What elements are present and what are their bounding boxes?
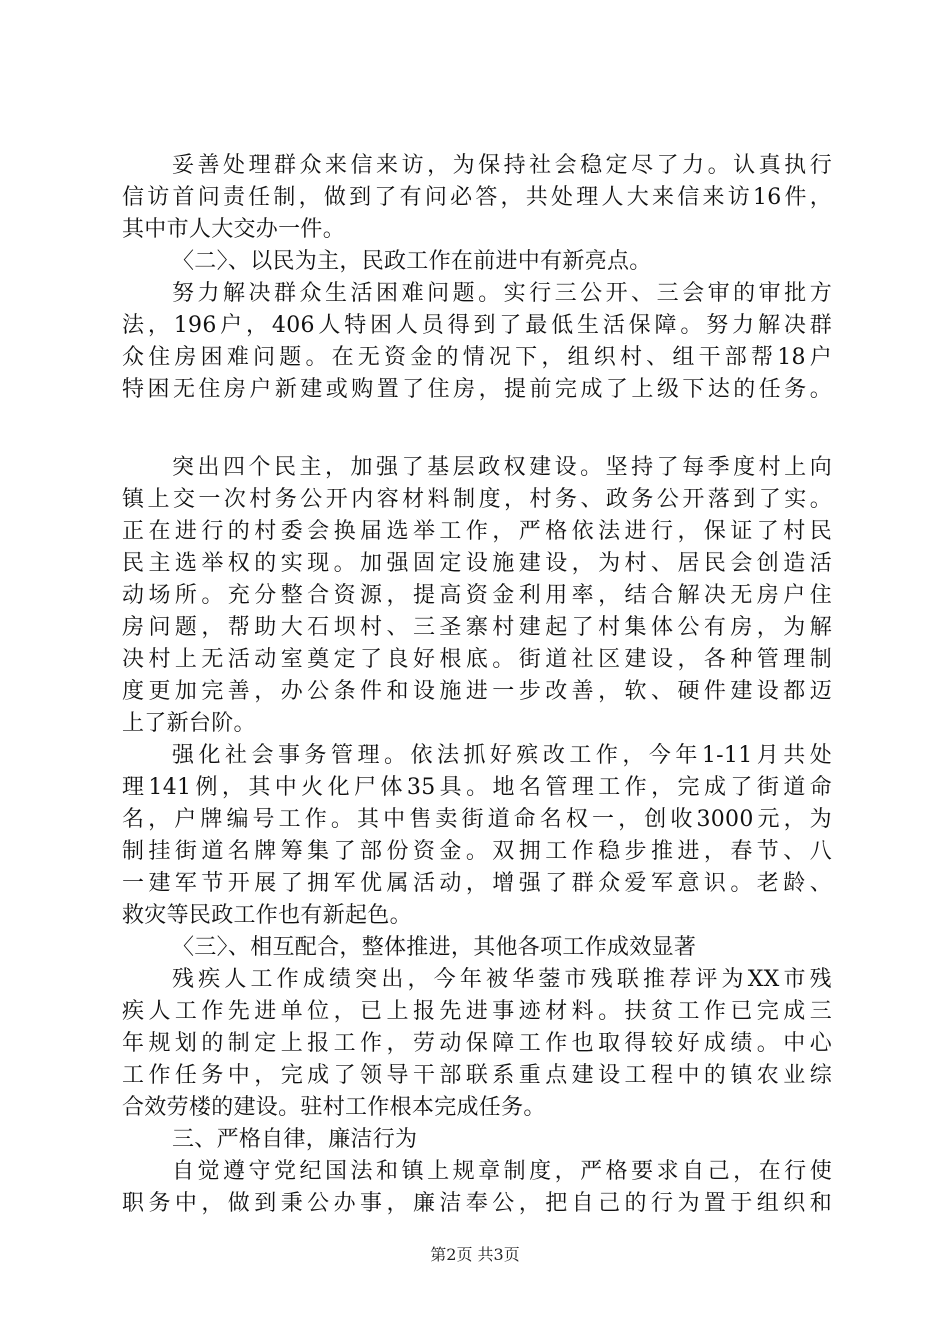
text-line: 救灾等民政工作也有新起色。: [122, 903, 412, 928]
text-line: 理141例，其中火化尸体35具。地名管理工作，完成了街道命: [122, 775, 832, 800]
text-line: 一建军节开展了拥军优属活动，增强了群众爱军意识。老龄、: [122, 871, 832, 896]
text-line: 工作任务中，完成了领导干部联系重点建设工程中的镇农业综: [122, 1063, 832, 1088]
text-line: 其中市人大交办一件。: [122, 217, 346, 242]
text-line: 房问题，帮助大石坝村、三圣寨村建起了村集体公有房，为解: [122, 615, 832, 640]
text-line: 制挂街道名牌筹集了部份资金。双拥工作稳步推进，春节、八: [122, 839, 832, 864]
text-line: 残疾人工作成绩突出，今年被华蓥市残联推荐评为XX市残: [172, 967, 832, 992]
text-line: 民主选举权的实现。加强固定设施建设，为村、居民会创造活: [122, 551, 832, 576]
section-heading: 〈二〉、以民为主，民政工作在前进中有新亮点。: [172, 249, 652, 274]
text-line: 镇上交一次村务公开内容材料制度，村务、政务公开落到了实。: [122, 487, 832, 512]
text-line: 强化社会事务管理。依法抓好殡改工作，今年1-11月共处: [172, 743, 832, 768]
text-line: 信访首问责任制，做到了有问必答，共处理人大来信来访16件，: [122, 185, 832, 210]
text-line: 众住房困难问题。在无资金的情况下，组织村、组干部帮18户: [122, 345, 832, 370]
document-body: [122, 150, 832, 1220]
text-line: 自觉遵守党纪国法和镇上规章制度，严格要求自己，在行使: [172, 1159, 832, 1184]
text-line: 突出四个民主，加强了基层政权建设。坚持了每季度村上向: [172, 455, 832, 480]
text-line: 正在进行的村委会换届选举工作，严格依法进行，保证了村民: [122, 519, 832, 544]
text-line: 动场所。充分整合资源，提高资金利用率，结合解决无房户住: [122, 583, 832, 608]
text-line: 职务中，做到秉公办事，廉洁奉公，把自己的行为置于组织和: [122, 1191, 832, 1216]
section-heading: 三、严格自律，廉洁行为: [172, 1127, 418, 1152]
text-line: 妥善处理群众来信来访，为保持社会稳定尽了力。认真执行: [172, 153, 832, 178]
text-line: 努力解决群众生活困难问题。实行三公开、三会审的审批方: [172, 281, 832, 306]
text-line: 上了新台阶。: [122, 711, 256, 736]
paragraph-gap: [122, 406, 832, 452]
text-line: 特困无住房户新建或购置了住房，提前完成了上级下达的任务。: [122, 377, 832, 402]
text-line: 年规划的制定上报工作，劳动保障工作也取得较好成绩。中心: [122, 1031, 832, 1056]
text-line: 名，户牌编号工作。其中售卖街道命名权一，创收3000元，为: [122, 807, 832, 832]
text-line: 疾人工作先进单位，已上报先进事迹材料。扶贫工作已完成三: [122, 999, 832, 1024]
text-line: 度更加完善，办公条件和设施进一步改善，软、硬件建设都迈: [122, 679, 832, 704]
section-heading: 〈三〉、相互配合，整体推进，其他各项工作成效显著: [172, 935, 697, 960]
page-number-footer: 第2页 共3页: [430, 1245, 520, 1264]
text-line: 合效劳楼的建设。驻村工作根本完成任务。: [122, 1095, 546, 1120]
text-line: 决村上无活动室奠定了良好根底。街道社区建设，各种管理制: [122, 647, 832, 672]
text-line: 法，196户，406人特困人员得到了最低生活保障。努力解决群: [122, 313, 832, 338]
